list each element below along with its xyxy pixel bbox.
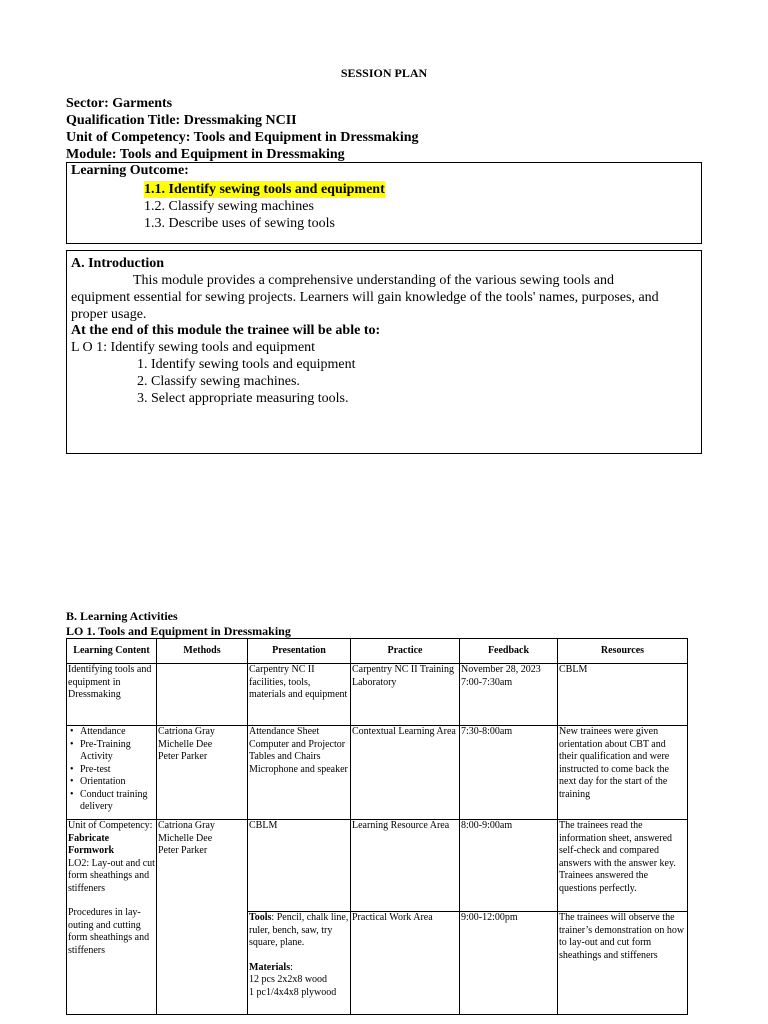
introduction-box [66,250,702,454]
content-text: LO2: Lay-out and cut form sheathings and stiffeners [68,857,155,894]
content-list [68,726,155,814]
trainer-name: Peter Parker [158,751,208,762]
table-row [67,664,688,726]
cell-presentation [248,820,351,1015]
learning-outcome-item: 1.3. Describe uses of sewing tools [144,216,335,231]
objectives-heading: At the end of this module the trainee will be able to: [71,323,381,338]
presentation-item: Microphone and speaker [249,763,348,775]
cell-feedback [460,664,558,726]
practice-area: Learning Resource Area [351,820,459,912]
tools-label: Tools [249,912,272,923]
cell-content [67,726,157,820]
feedback-time: 8:00-9:00am [460,820,557,912]
presentation-cblm: CBLM [248,820,350,912]
materials-item: 12 pcs 2x2x8 wood [249,974,328,985]
column-header: Practice [351,639,460,664]
cell-resources: New trainees were given orientation about CBT and their qualification and were instructed to come back the next day for the start of the training [558,726,688,820]
cell-practice: Contextual Learning Area [351,726,460,820]
column-header: Resources [558,639,688,664]
cell-presentation: Carpentry NC II facilities, tools, materials and equipment [248,664,351,726]
cell-methods [157,726,248,820]
table-row [67,820,688,1015]
objective-item: 2. Classify sewing machines. [137,374,300,389]
module-line: Module: Tools and Equipment in Dressmaking [66,147,345,162]
list-item: • Orientation [80,776,155,789]
column-header: Methods [157,639,248,664]
activities-heading: B. Learning Activities [66,609,178,623]
cell-resources: CBLM [558,664,688,726]
materials-item: 1 pc1/4x4x8 plywood [249,986,337,998]
cell-presentation [248,726,351,820]
cell-methods [157,664,248,726]
sector-line: Sector: Garments [66,96,173,111]
activities-lo-heading: LO 1. Tools and Equipment in Dressmaking [66,624,291,638]
introduction-paragraph: This module provides a comprehensive understanding of the various sewing tools and [133,273,614,288]
learning-outcome-item: 1.1. Identify sewing tools and equipment [144,182,385,197]
cell-practice [351,820,460,1015]
content-text: Fabricate Formwork [68,832,115,856]
list-item: • Attendance [80,726,155,739]
objective-item: 1. Identify sewing tools and equipment [137,357,356,372]
practice-area: Practical Work Area [352,912,433,923]
column-header: Presentation [248,639,351,664]
materials-colon: : [290,961,293,973]
learning-activities-table [66,638,688,1015]
table-header-row [67,639,688,664]
learning-outcome-label: Learning Outcome: [71,163,189,178]
list-item: • Pre-Training Activity [80,739,155,764]
presentation-item: Attendance Sheet [249,726,320,737]
presentation-item: Tables and Chairs [249,751,321,762]
learning-outcome-box [66,162,702,244]
trainer-name: Michelle Dee [158,832,213,844]
document-title: SESSION PLAN [340,66,428,80]
introduction-paragraph: equipment essential for sewing projects. Learners will gain knowledge of the tools' names, purposes, and [71,290,659,305]
trainer-name: Catriona Gray [158,726,215,737]
content-text: Procedures in lay-outing and cutting form sheathings and stiffeners [68,907,150,956]
cell-practice: Carpentry NC II Training Laboratory [351,664,460,726]
materials-label: Materials [249,961,291,973]
cell-feedback [460,820,558,1015]
introduction-heading: A. Introduction [71,256,165,271]
cell-content: Identifying tools and equipment in Dressmaking [67,664,157,726]
learning-outcome-item: 1.2. Classify sewing machines [144,199,314,214]
resources-text: The trainees will observe the trainer’s demonstration on how to lay-out and cut form sheathings and stiffeners [559,912,685,961]
trainer-name: Catriona Gray [158,820,215,831]
presentation-tools [248,912,350,999]
unit-line: Unit of Competency: Tools and Equipment in Dressmaking [66,130,419,145]
content-text: Unit of Competency: [68,820,153,831]
trainer-name: Michelle Dee [158,738,213,750]
introduction-paragraph: proper usage. [71,307,147,322]
cell-methods [157,820,248,1015]
feedback-time: 7:00-7:30am [461,676,513,688]
cell-feedback: 7:30-8:00am [460,726,558,820]
list-item: • Conduct training delivery [80,789,155,814]
trainer-name: Peter Parker [158,845,208,856]
lo-line: L O 1: Identify sewing tools and equipment [71,340,316,355]
objective-item: 3. Select appropriate measuring tools. [137,391,349,406]
column-header: Feedback [460,639,558,664]
cell-resources [558,820,688,1015]
column-header: Learning Content [67,639,157,664]
presentation-item: Computer and Projector [249,738,346,750]
feedback-date: November 28, 2023 [461,664,541,675]
tools-list: : Pencil, chalk line, ruler, bench, saw, try square, plane. [249,912,349,948]
cell-content [67,820,157,1015]
feedback-time: 9:00-12:00pm [461,912,518,923]
list-item: • Pre-test [80,764,155,777]
resources-text: The trainees read the information sheet, answered self-check and compared answers with the answer key. Trainees answered the questions perfectly. [558,820,687,912]
qualification-line: Qualification Title: Dressmaking NCII [66,113,297,128]
table-row [67,726,688,820]
